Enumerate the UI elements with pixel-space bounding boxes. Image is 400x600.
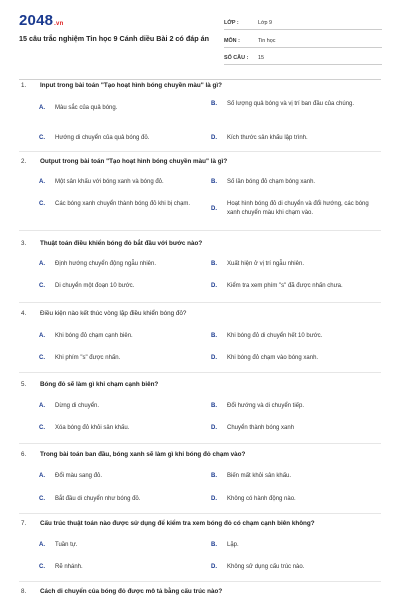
info-label: MÔN :: [224, 37, 240, 44]
option-text: Số lượng quả bóng và vị trí ban đầu của chúng.: [227, 101, 355, 107]
option-a[interactable]: [39, 332, 209, 341]
document-header: [0, 0, 400, 76]
option-text: Không sử dụng cấu trúc nào.: [227, 564, 305, 570]
option-text: Định hướng chuyển động ngẫu nhiên.: [55, 261, 157, 267]
option-a[interactable]: [39, 541, 209, 550]
option-d[interactable]: [211, 134, 381, 143]
question-text: Cấu trúc thuật toán nào được sử dụng để kiểm tra xem bóng đỏ có chạm cạnh biên không?: [40, 520, 315, 527]
option-c[interactable]: [39, 563, 209, 572]
question-divider: [19, 372, 381, 373]
option-letter: C.: [39, 425, 45, 432]
option-b[interactable]: [211, 402, 381, 411]
option-d[interactable]: [211, 354, 381, 363]
info-label: SỐ CÂU :: [224, 55, 249, 61]
option-letter: C.: [39, 201, 45, 208]
question-divider: [19, 443, 381, 444]
option-text: Đổi màu sang đỏ.: [55, 473, 103, 479]
option-letter: B.: [211, 333, 217, 340]
option-letter: B.: [211, 473, 217, 480]
option-text: Biến mất khỏi sân khấu.: [227, 473, 292, 479]
option-letter: B.: [211, 542, 217, 549]
option-letter: D.: [211, 496, 217, 503]
option-text: Lặp.: [227, 542, 239, 548]
question-text: Bóng đỏ sẽ làm gì khi chạm cạnh biên?: [40, 381, 159, 388]
option-letter: A.: [39, 403, 45, 410]
option-a[interactable]: [39, 104, 209, 113]
option-letter: B.: [211, 261, 217, 268]
option-b[interactable]: [211, 178, 381, 187]
question-number: 4.: [21, 310, 27, 317]
option-text: Khi phím "s" được nhấn.: [55, 355, 121, 361]
option-c[interactable]: [39, 134, 209, 143]
option-text: Hướng di chuyển của quả bóng đỏ.: [55, 135, 150, 141]
option-c[interactable]: [39, 282, 209, 291]
question-divider: [19, 302, 381, 303]
question-text: Thuật toán điều khiển bóng đỏ bắt đầu với bước nào?: [40, 240, 203, 247]
option-a[interactable]: [39, 402, 209, 411]
option-d[interactable]: [211, 282, 381, 291]
option-letter: D.: [211, 425, 217, 432]
option-letter: B.: [211, 179, 217, 186]
question-number: 8.: [21, 588, 27, 595]
info-row-count: [224, 49, 382, 65]
info-value: Tin học: [258, 37, 276, 44]
option-letter: A.: [39, 179, 45, 186]
option-text: Khi bóng đỏ di chuyển hết 10 bước.: [227, 333, 323, 339]
header-divider: [19, 79, 381, 80]
option-text: Di chuyển một đoạn 10 bước.: [55, 283, 135, 289]
option-c[interactable]: [39, 424, 209, 433]
question-divider: [19, 581, 381, 582]
question-text: Input trong bài toán "Tạo hoạt hình bóng chuyền màu" là gì?: [40, 82, 222, 89]
option-letter: D.: [211, 564, 217, 571]
question-number: 2.: [21, 158, 27, 165]
option-text: Bắt đầu di chuyển như bóng đỏ.: [55, 496, 141, 502]
option-letter: A.: [39, 333, 45, 340]
question-text: Output trong bài toán "Tạo hoạt hình bóng chuyền màu" là gì?: [40, 158, 228, 165]
info-row-class: [224, 14, 382, 30]
option-letter: D.: [211, 283, 217, 290]
option-c[interactable]: [39, 495, 209, 504]
info-panel: [224, 14, 382, 67]
question-number: 3.: [21, 240, 27, 247]
option-text: Số lần bóng đỏ chạm bóng xanh.: [227, 179, 316, 185]
option-b[interactable]: [211, 260, 381, 269]
option-letter: A.: [39, 542, 45, 549]
option-text: Xóa bóng đỏ khỏi sân khấu.: [55, 425, 130, 431]
info-value: 15: [258, 55, 264, 61]
option-a[interactable]: [39, 260, 209, 269]
option-text: Tuần tự.: [55, 542, 78, 548]
question-text: Điều kiện nào kết thúc vòng lặp điều khiển bóng đỏ?: [40, 310, 187, 317]
option-b[interactable]: [211, 100, 381, 109]
option-b[interactable]: [211, 541, 381, 550]
option-letter: A.: [39, 105, 45, 112]
option-letter: C.: [39, 283, 45, 290]
option-text: Kiểm tra xem phím "s" đã được nhấn chưa.: [227, 283, 343, 289]
question-number: 6.: [21, 451, 27, 458]
option-a[interactable]: [39, 178, 209, 187]
option-letter: D.: [211, 205, 217, 212]
question-divider: [19, 230, 381, 231]
option-letter: D.: [211, 355, 217, 362]
option-text: Kích thước sân khấu lập trình.: [227, 135, 308, 141]
question-divider: [19, 513, 381, 514]
option-text: Hoạt hình bóng đỏ di chuyển và đổi hướng, các bóng xanh chuyển màu khi chạm vào.: [227, 201, 369, 216]
option-d[interactable]: [211, 563, 381, 572]
option-text: Các bóng xanh chuyển thành bóng đỏ khi bị chạm.: [55, 201, 191, 207]
question-text: Cách di chuyển của bóng đỏ được mô tả bằng cấu trúc nào?: [40, 588, 223, 595]
option-text: Khi bóng đỏ chạm vào bóng xanh.: [227, 355, 319, 361]
option-c[interactable]: [39, 354, 209, 363]
option-c[interactable]: [39, 200, 209, 209]
option-text: Một sân khấu với bóng xanh và bóng đỏ.: [55, 179, 164, 185]
question-divider: [19, 151, 381, 152]
option-b[interactable]: [211, 332, 381, 341]
option-letter: B.: [211, 403, 217, 410]
option-letter: C.: [39, 564, 45, 571]
info-row-subject: [224, 32, 382, 48]
option-letter: C.: [39, 355, 45, 362]
option-text: Khi bóng đỏ chạm cạnh biên.: [55, 333, 133, 339]
option-letter: C.: [39, 135, 45, 142]
option-text: Chuyển thành bóng xanh: [227, 425, 295, 431]
option-text: Rẽ nhánh.: [55, 564, 83, 570]
option-a[interactable]: [39, 472, 209, 481]
option-d[interactable]: [211, 424, 381, 433]
option-text: Không có hành động nào.: [227, 496, 296, 502]
option-text: Đổi hướng và di chuyển tiếp.: [227, 403, 304, 409]
option-letter: D.: [211, 135, 217, 142]
option-text: Dừng di chuyển.: [55, 403, 100, 409]
option-b[interactable]: [211, 472, 381, 481]
option-text: Màu sắc của quả bóng.: [55, 105, 118, 111]
question-text: Trong bài toán ban đầu, bóng xanh sẽ làm gì khi bóng đỏ chạm vào?: [40, 451, 246, 458]
option-d[interactable]: [211, 200, 381, 217]
info-value: Lớp 9: [258, 20, 273, 26]
site-logo[interactable]: 2048.vn: [19, 12, 64, 29]
option-d[interactable]: [211, 495, 381, 504]
page-title: 15 câu trắc nghiệm Tin học 9 Cánh diều Bài 2 có đáp án: [19, 34, 209, 43]
info-label: LỚP :: [224, 20, 239, 26]
question-number: 5.: [21, 381, 27, 388]
option-text: Xuất hiện ở vị trí ngẫu nhiên.: [227, 261, 304, 267]
option-letter: A.: [39, 261, 45, 268]
option-letter: C.: [39, 496, 45, 503]
question-number: 1.: [21, 82, 27, 89]
option-letter: B.: [211, 101, 217, 108]
option-letter: A.: [39, 473, 45, 480]
question-number: 7.: [21, 520, 27, 527]
